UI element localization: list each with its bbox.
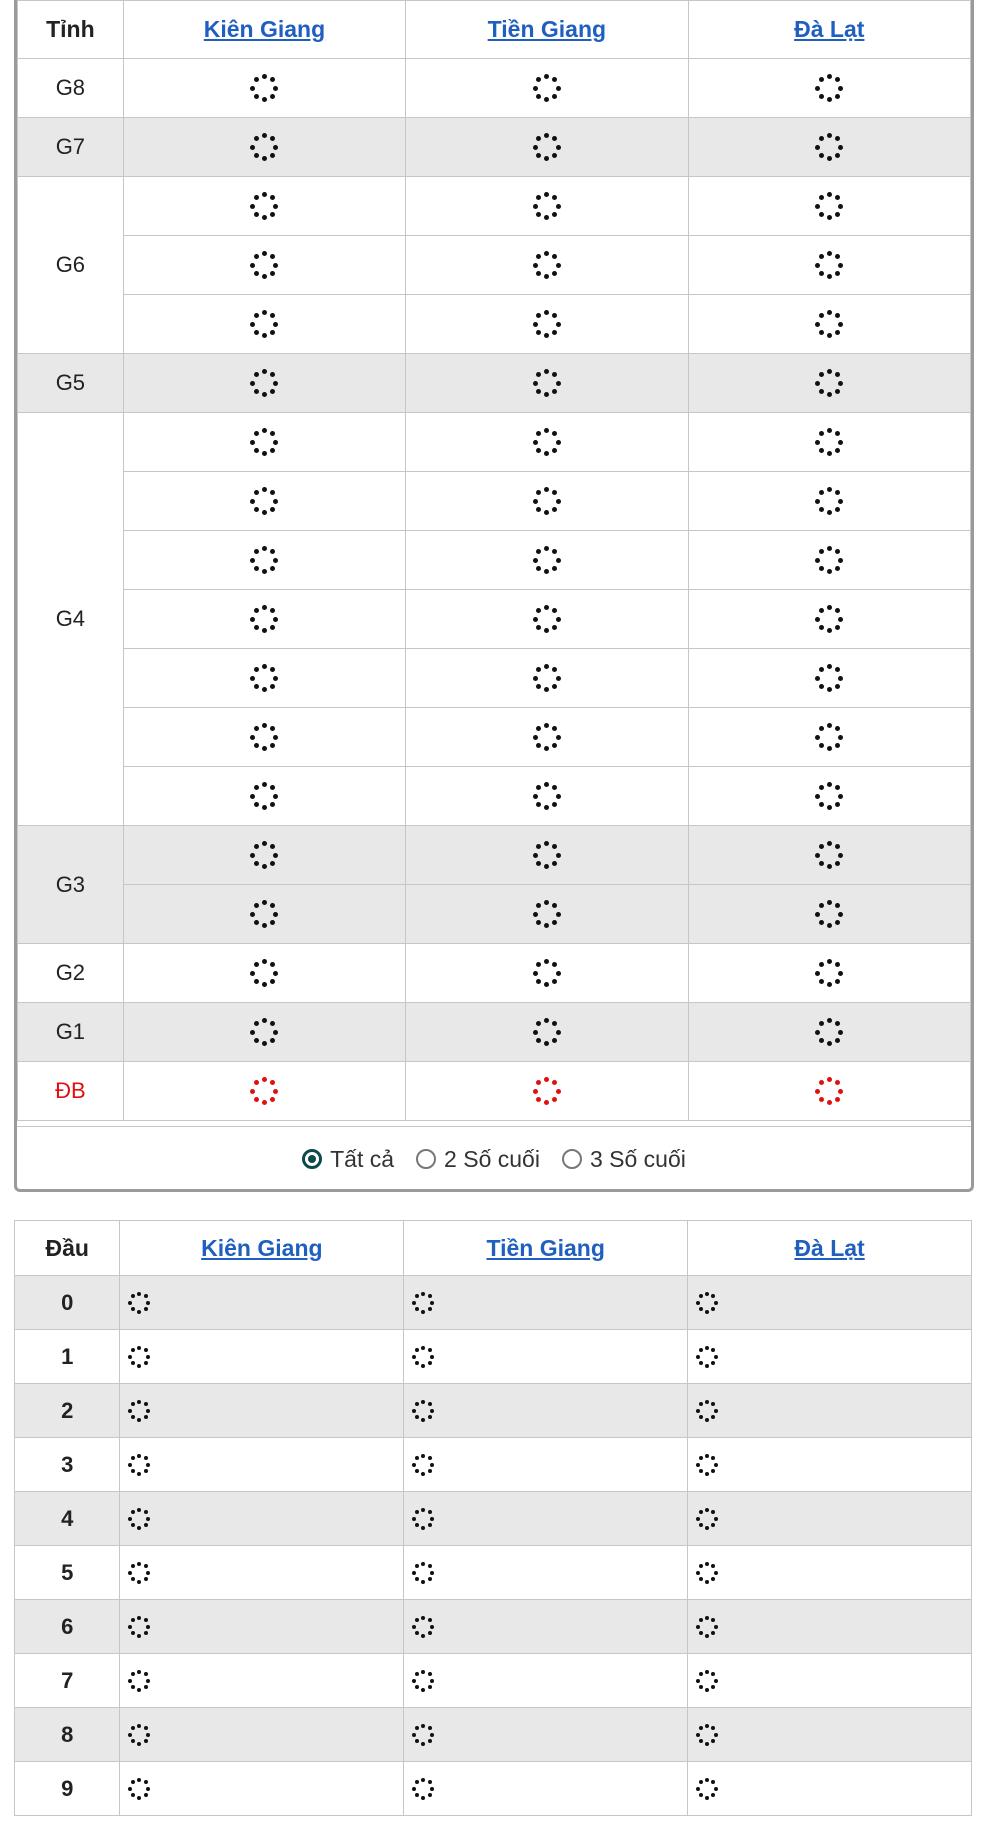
loto-table-container — [14, 1220, 972, 1816]
prize-number-cell — [406, 767, 688, 826]
loading-spinner-icon — [250, 605, 278, 633]
loading-spinner-icon — [533, 782, 561, 810]
prize-number-cell — [123, 1062, 405, 1121]
loading-spinner-icon — [815, 841, 843, 869]
prize-label: G3 — [18, 826, 124, 944]
prize-row — [18, 354, 971, 413]
loading-spinner-icon — [815, 310, 843, 338]
loading-spinner-icon — [128, 1778, 150, 1800]
loto-table — [14, 1220, 972, 1816]
loading-spinner-icon — [696, 1400, 718, 1422]
prize-number-cell — [688, 944, 970, 1003]
prize-row — [18, 472, 971, 531]
prize-number-cell — [406, 413, 688, 472]
loading-spinner-icon — [815, 369, 843, 397]
loading-spinner-icon — [696, 1508, 718, 1530]
prize-number-cell — [688, 1003, 970, 1062]
prize-number-cell — [406, 1003, 688, 1062]
loading-spinner-icon — [815, 782, 843, 810]
loading-spinner-icon — [250, 841, 278, 869]
province-link[interactable]: Tiền Giang — [487, 16, 607, 42]
filter-option-2[interactable] — [562, 1146, 686, 1173]
filter-option-label: 2 Số cuối — [444, 1145, 540, 1172]
loading-spinner-icon — [815, 605, 843, 633]
prize-number-cell — [688, 1062, 970, 1121]
results-table-container — [14, 0, 974, 1192]
loading-spinner-icon — [412, 1724, 434, 1746]
prize-number-cell — [123, 826, 405, 885]
loading-spinner-icon — [250, 900, 278, 928]
prize-row — [18, 708, 971, 767]
prize-row — [18, 118, 971, 177]
province-column-header: Tỉnh — [18, 1, 124, 59]
prize-number-cell — [406, 885, 688, 944]
head-digit: 6 — [15, 1600, 120, 1654]
loading-spinner-icon — [412, 1508, 434, 1530]
loto-tail-cell — [120, 1438, 404, 1492]
loto-row — [15, 1492, 972, 1546]
prize-number-cell — [406, 177, 688, 236]
loto-row — [15, 1546, 972, 1600]
loading-spinner-icon — [533, 1077, 561, 1105]
radio-button[interactable] — [302, 1149, 322, 1169]
prize-number-cell — [688, 649, 970, 708]
prize-number-cell — [688, 177, 970, 236]
prize-number-cell — [123, 118, 405, 177]
loading-spinner-icon — [815, 487, 843, 515]
loto-tail-cell — [120, 1762, 404, 1816]
loto-tail-cell — [120, 1708, 404, 1762]
loto-tail-cell — [404, 1546, 688, 1600]
loading-spinner-icon — [533, 900, 561, 928]
loto-tail-cell — [404, 1276, 688, 1330]
loto-tail-cell — [688, 1384, 972, 1438]
filter-option-label: 3 Số cuối — [589, 1145, 686, 1172]
head-digit: 4 — [15, 1492, 120, 1546]
loading-spinner-icon — [128, 1346, 150, 1368]
loto-tail-cell — [120, 1654, 404, 1708]
digit-filter — [17, 1126, 971, 1191]
loading-spinner-icon — [128, 1292, 150, 1314]
loading-spinner-icon — [696, 1724, 718, 1746]
prize-number-cell — [406, 531, 688, 590]
prize-number-cell — [688, 118, 970, 177]
loto-tail-cell — [688, 1492, 972, 1546]
province-link[interactable]: Kiên Giang — [201, 1234, 323, 1261]
loading-spinner-icon — [128, 1616, 150, 1638]
loading-spinner-icon — [128, 1670, 150, 1692]
loading-spinner-icon — [815, 1077, 843, 1105]
prize-row — [18, 413, 971, 472]
loading-spinner-icon — [128, 1724, 150, 1746]
prize-number-cell — [123, 531, 405, 590]
loading-spinner-icon — [696, 1454, 718, 1476]
loading-spinner-icon — [815, 192, 843, 220]
prize-row — [18, 590, 971, 649]
head-column-header: Đầu — [15, 1221, 120, 1276]
prize-number-cell — [688, 295, 970, 354]
prize-label: G1 — [18, 1003, 124, 1062]
loading-spinner-icon — [250, 723, 278, 751]
prize-label: G8 — [18, 59, 124, 118]
loading-spinner-icon — [412, 1292, 434, 1314]
prize-number-cell — [123, 708, 405, 767]
loading-spinner-icon — [533, 251, 561, 279]
province-link[interactable]: Tiền Giang — [486, 1234, 605, 1261]
prize-row — [18, 59, 971, 118]
loading-spinner-icon — [815, 959, 843, 987]
loading-spinner-icon — [696, 1778, 718, 1800]
loto-tail-cell — [688, 1654, 972, 1708]
loto-tail-cell — [120, 1330, 404, 1384]
prize-number-cell — [688, 885, 970, 944]
prize-label: G2 — [18, 944, 124, 1003]
prize-row — [18, 1062, 971, 1121]
loto-tail-cell — [688, 1330, 972, 1384]
loto-row — [15, 1276, 972, 1330]
loto-tail-cell — [688, 1600, 972, 1654]
loto-tail-cell — [404, 1330, 688, 1384]
province-link[interactable]: Đà Lạt — [794, 16, 865, 42]
prize-number-cell — [688, 59, 970, 118]
loto-tail-cell — [688, 1546, 972, 1600]
loading-spinner-icon — [815, 74, 843, 102]
prize-number-cell — [688, 767, 970, 826]
loto-row — [15, 1438, 972, 1492]
loading-spinner-icon — [250, 664, 278, 692]
prize-number-cell — [406, 590, 688, 649]
loto-tail-cell — [404, 1438, 688, 1492]
loto-row — [15, 1384, 972, 1438]
loading-spinner-icon — [696, 1292, 718, 1314]
loading-spinner-icon — [533, 841, 561, 869]
prize-label: G5 — [18, 354, 124, 413]
prize-label: G7 — [18, 118, 124, 177]
prize-number-cell — [406, 118, 688, 177]
loto-tail-cell — [404, 1654, 688, 1708]
loading-spinner-icon — [815, 428, 843, 456]
prize-number-cell — [688, 708, 970, 767]
loading-spinner-icon — [815, 251, 843, 279]
filter-option-0[interactable] — [302, 1146, 394, 1173]
loading-spinner-icon — [250, 251, 278, 279]
prize-row — [18, 531, 971, 590]
loading-spinner-icon — [412, 1778, 434, 1800]
loto-row — [15, 1762, 972, 1816]
loading-spinner-icon — [815, 723, 843, 751]
prize-number-cell — [123, 590, 405, 649]
prize-number-cell — [406, 354, 688, 413]
loading-spinner-icon — [250, 782, 278, 810]
loading-spinner-icon — [815, 900, 843, 928]
loading-spinner-icon — [533, 192, 561, 220]
loading-spinner-icon — [533, 487, 561, 515]
loading-spinner-icon — [533, 74, 561, 102]
loading-spinner-icon — [250, 1077, 278, 1105]
prize-number-cell — [123, 1003, 405, 1062]
prize-number-cell — [688, 236, 970, 295]
loading-spinner-icon — [533, 369, 561, 397]
loading-spinner-icon — [250, 310, 278, 338]
prize-row — [18, 826, 971, 885]
loading-spinner-icon — [250, 133, 278, 161]
head-digit: 3 — [15, 1438, 120, 1492]
loading-spinner-icon — [412, 1562, 434, 1584]
loading-spinner-icon — [696, 1670, 718, 1692]
loading-spinner-icon — [533, 664, 561, 692]
loto-row — [15, 1654, 972, 1708]
loto-tail-cell — [404, 1762, 688, 1816]
loto-tail-cell — [404, 1492, 688, 1546]
prize-row — [18, 944, 971, 1003]
loading-spinner-icon — [250, 192, 278, 220]
loading-spinner-icon — [250, 369, 278, 397]
prize-number-cell — [406, 59, 688, 118]
loading-spinner-icon — [128, 1562, 150, 1584]
loto-row — [15, 1708, 972, 1762]
loto-tail-cell — [404, 1600, 688, 1654]
prize-number-cell — [406, 1062, 688, 1121]
prize-number-cell — [406, 708, 688, 767]
loto-row — [15, 1600, 972, 1654]
prize-number-cell — [688, 590, 970, 649]
prize-number-cell — [123, 944, 405, 1003]
prize-row — [18, 649, 971, 708]
loto-tail-cell — [120, 1492, 404, 1546]
loading-spinner-icon — [815, 546, 843, 574]
prize-number-cell — [406, 295, 688, 354]
loading-spinner-icon — [412, 1616, 434, 1638]
prize-number-cell — [688, 531, 970, 590]
head-digit: 1 — [15, 1330, 120, 1384]
loading-spinner-icon — [412, 1454, 434, 1476]
loading-spinner-icon — [533, 959, 561, 987]
prize-number-cell — [123, 413, 405, 472]
prize-row — [18, 295, 971, 354]
head-digit: 9 — [15, 1762, 120, 1816]
loading-spinner-icon — [412, 1670, 434, 1692]
province-link[interactable]: Kiên Giang — [203, 16, 326, 42]
prize-row — [18, 177, 971, 236]
prize-row — [18, 767, 971, 826]
loading-spinner-icon — [533, 546, 561, 574]
prize-number-cell — [406, 472, 688, 531]
loading-spinner-icon — [533, 1018, 561, 1046]
loto-row — [15, 1330, 972, 1384]
loading-spinner-icon — [815, 664, 843, 692]
loading-spinner-icon — [128, 1508, 150, 1530]
loading-spinner-icon — [696, 1346, 718, 1368]
prize-label: G6 — [18, 177, 124, 354]
head-digit: 7 — [15, 1654, 120, 1708]
loading-spinner-icon — [412, 1400, 434, 1422]
loading-spinner-icon — [250, 428, 278, 456]
loto-tail-cell — [120, 1384, 404, 1438]
head-digit: 5 — [15, 1546, 120, 1600]
prize-number-cell — [406, 236, 688, 295]
filter-option-1[interactable] — [416, 1146, 540, 1173]
loading-spinner-icon — [412, 1346, 434, 1368]
province-link[interactable]: Đà Lạt — [794, 1234, 865, 1261]
prize-number-cell — [406, 826, 688, 885]
loading-spinner-icon — [533, 723, 561, 751]
prize-number-cell — [406, 649, 688, 708]
loto-tail-cell — [688, 1438, 972, 1492]
loading-spinner-icon — [250, 74, 278, 102]
loto-tail-cell — [688, 1708, 972, 1762]
loading-spinner-icon — [250, 487, 278, 515]
prize-number-cell — [123, 885, 405, 944]
prize-number-cell — [688, 826, 970, 885]
loto-tail-cell — [688, 1762, 972, 1816]
loto-tail-cell — [404, 1708, 688, 1762]
loading-spinner-icon — [250, 1018, 278, 1046]
prize-label: ĐB — [18, 1062, 124, 1121]
head-digit: 8 — [15, 1708, 120, 1762]
prize-number-cell — [123, 236, 405, 295]
loading-spinner-icon — [696, 1562, 718, 1584]
prize-row — [18, 236, 971, 295]
prize-number-cell — [123, 649, 405, 708]
loading-spinner-icon — [533, 605, 561, 633]
radio-button[interactable] — [416, 1149, 436, 1169]
loading-spinner-icon — [533, 428, 561, 456]
loading-spinner-icon — [815, 1018, 843, 1046]
radio-button[interactable] — [562, 1149, 582, 1169]
loto-tail-cell — [120, 1600, 404, 1654]
prize-number-cell — [688, 413, 970, 472]
prize-number-cell — [123, 295, 405, 354]
loto-tail-cell — [404, 1384, 688, 1438]
filter-option-label: Tất cả — [330, 1145, 395, 1172]
loading-spinner-icon — [533, 133, 561, 161]
head-digit: 2 — [15, 1384, 120, 1438]
head-digit: 0 — [15, 1276, 120, 1330]
prize-number-cell — [688, 472, 970, 531]
prize-number-cell — [123, 767, 405, 826]
prize-number-cell — [123, 59, 405, 118]
prize-row — [18, 885, 971, 944]
prize-row — [18, 1003, 971, 1062]
prize-label: G4 — [18, 413, 124, 826]
loto-tail-cell — [120, 1276, 404, 1330]
loto-tail-cell — [688, 1276, 972, 1330]
loto-tail-cell — [120, 1546, 404, 1600]
loading-spinner-icon — [815, 133, 843, 161]
loading-spinner-icon — [128, 1400, 150, 1422]
loading-spinner-icon — [533, 310, 561, 338]
loading-spinner-icon — [250, 959, 278, 987]
prize-number-cell — [688, 354, 970, 413]
prize-number-cell — [406, 944, 688, 1003]
prize-number-cell — [123, 177, 405, 236]
loading-spinner-icon — [250, 546, 278, 574]
loading-spinner-icon — [128, 1454, 150, 1476]
loading-spinner-icon — [696, 1616, 718, 1638]
prize-number-cell — [123, 354, 405, 413]
prize-number-cell — [123, 472, 405, 531]
results-table — [17, 0, 971, 1121]
